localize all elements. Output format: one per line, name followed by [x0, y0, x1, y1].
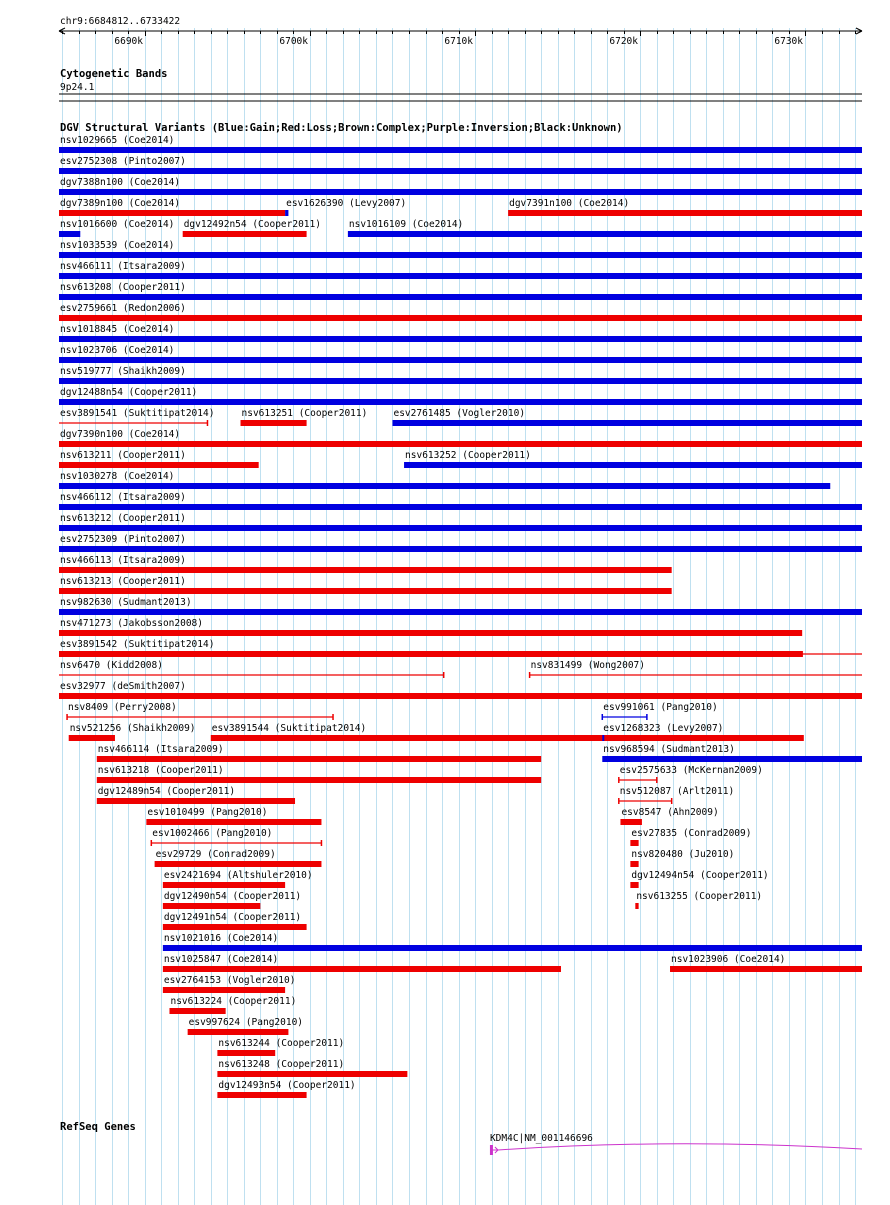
structural-variant[interactable] — [97, 786, 295, 804]
structural-variant[interactable] — [217, 1059, 407, 1077]
variant-label: nsv613244 (Cooper2011) — [218, 1038, 345, 1049]
structural-variant[interactable] — [151, 828, 321, 846]
variant-label: dgv12494n54 (Cooper2011) — [631, 870, 769, 881]
variant-bar[interactable] — [211, 735, 804, 741]
gene-intron-line — [498, 1144, 862, 1150]
structural-variant[interactable] — [59, 345, 862, 363]
structural-variant[interactable] — [620, 807, 718, 825]
variant-label: nsv1016109 (Coe2014) — [348, 219, 464, 230]
variant-bar[interactable] — [163, 924, 307, 930]
variant-label: nsv613224 (Cooper2011) — [170, 996, 297, 1007]
structural-variant[interactable] — [59, 177, 862, 195]
variant-label: nsv6470 (Kidd2008) — [60, 660, 163, 671]
variant-label: esv3891542 (Suktitipat2014) — [60, 639, 215, 650]
variant-label: nsv613212 (Cooper2011) — [60, 513, 186, 524]
structural-variant[interactable] — [285, 198, 406, 216]
variant-label: dgv12489n54 (Cooper2011) — [97, 786, 236, 797]
variant-label: dgv12491n54 (Cooper2011) — [163, 912, 302, 923]
structural-variant[interactable] — [59, 597, 862, 615]
variant-label: nsv1033539 (Coe2014) — [60, 240, 175, 251]
variant-label: esv997624 (Pang2010) — [188, 1017, 304, 1028]
structural-variant[interactable] — [59, 471, 830, 489]
structural-variant[interactable] — [59, 240, 862, 258]
variant-bar[interactable] — [59, 189, 862, 195]
refseq-track — [490, 1133, 862, 1155]
ruler-tick-label: 6720k — [609, 36, 638, 47]
structural-variant[interactable] — [392, 408, 862, 426]
structural-variant[interactable] — [404, 450, 862, 468]
variant-label: nsv1029665 (Coe2014) — [60, 135, 175, 146]
variant-bar[interactable] — [217, 1092, 306, 1098]
structural-variant[interactable] — [670, 954, 862, 972]
structural-variant[interactable] — [59, 261, 862, 279]
variant-label: nsv613248 (Cooper2011) — [218, 1059, 345, 1070]
variant-bar[interactable] — [59, 609, 862, 615]
variant-label: dgv7391n100 (Coe2014) — [509, 198, 630, 209]
variant-label: esv3891541 (Suktitipat2014) — [60, 408, 215, 419]
variant-label: dgv7388n100 (Coe2014) — [60, 177, 181, 188]
variant-label: nsv1021016 (Coe2014) — [163, 933, 279, 944]
variant-label: nsv1023706 (Coe2014) — [60, 345, 175, 356]
structural-variant[interactable] — [802, 651, 862, 657]
variant-bar[interactable] — [169, 1008, 225, 1014]
variant-bar[interactable] — [59, 630, 802, 636]
structural-variant[interactable] — [59, 219, 174, 237]
structural-variant[interactable] — [59, 198, 285, 216]
refseq-track-title: RefSeq Genes — [60, 1121, 136, 1133]
variant-label: dgv12493n54 (Cooper2011) — [218, 1080, 356, 1091]
variant-bar[interactable] — [285, 210, 288, 216]
variant-label: nsv613208 (Cooper2011) — [60, 282, 186, 293]
variant-label: nsv820480 (Ju2010) — [631, 849, 735, 860]
structural-variant[interactable] — [163, 870, 313, 888]
variant-label: esv2759661 (Redon2006) — [60, 303, 186, 314]
variant-bar[interactable] — [508, 210, 862, 216]
variant-label: esv1002466 (Pang2010) — [152, 828, 273, 839]
variant-bar[interactable] — [188, 1029, 289, 1035]
variant-label: nsv8409 (Perry2008) — [68, 702, 177, 713]
variant-bar[interactable] — [602, 756, 862, 762]
structural-variant[interactable] — [59, 324, 862, 342]
variant-bar[interactable] — [59, 504, 862, 510]
variant-bar[interactable] — [217, 1050, 275, 1056]
variant-bar[interactable] — [59, 336, 862, 342]
variant-label: esv2764153 (Vogler2010) — [163, 975, 296, 986]
variant-label: nsv519777 (Shaikh2009) — [60, 366, 186, 377]
variant-label: nsv968594 (Sudmant2013) — [603, 744, 735, 755]
variant-label: esv2421694 (Altshuler2010) — [163, 870, 313, 881]
variant-label: esv2752309 (Pinto2007) — [60, 534, 186, 545]
structural-variant[interactable] — [163, 933, 862, 951]
variant-label: nsv1025847 (Coe2014) — [163, 954, 279, 965]
structural-variant[interactable] — [630, 870, 768, 888]
structural-variant[interactable] — [163, 891, 301, 909]
variant-bar[interactable] — [59, 441, 862, 447]
variant-bar[interactable] — [59, 378, 862, 384]
variant-bar[interactable] — [97, 756, 541, 762]
dgv-track-title: DGV Structural Variants (Blue:Gain;Red:Loss;Brown:Complex;Purple:Inversion;Black:Unknown) — [60, 122, 623, 134]
variant-label: nsv521256 (Shaikh2009) — [69, 723, 196, 734]
variant-bar[interactable] — [59, 210, 285, 216]
structural-variant[interactable] — [602, 744, 862, 762]
variant-bar[interactable] — [163, 882, 285, 888]
variant-label: nsv982630 (Sudmant2013) — [60, 597, 192, 608]
variant-bar[interactable] — [630, 840, 638, 846]
structural-variant[interactable] — [59, 282, 862, 300]
variant-bar[interactable] — [670, 966, 862, 972]
variant-label: nsv613251 (Cooper2011) — [241, 408, 368, 419]
ruler-tick-label: 6710k — [444, 36, 473, 47]
structural-variant[interactable] — [59, 387, 862, 405]
variant-bar[interactable] — [155, 861, 322, 867]
variant-bar[interactable] — [59, 399, 862, 405]
structural-variant[interactable] — [59, 681, 862, 699]
structural-variant[interactable] — [530, 660, 862, 678]
structural-variant[interactable] — [163, 954, 561, 972]
cytoband-label: 9p24.1 — [60, 82, 95, 93]
variant-bar[interactable] — [97, 777, 541, 783]
ruler-tick-label: 6690k — [114, 36, 143, 47]
variant-bar[interactable] — [59, 588, 672, 594]
variant-label: nsv831499 (Wong2007) — [530, 660, 645, 671]
variant-bar[interactable] — [59, 147, 862, 153]
structural-variant[interactable] — [59, 450, 259, 468]
variant-bar[interactable] — [59, 231, 80, 237]
structural-variant[interactable] — [69, 723, 196, 741]
variant-label: nsv613252 (Cooper2011) — [405, 450, 531, 461]
variant-label: nsv466112 (Itsara2009) — [60, 492, 186, 503]
structural-variant[interactable] — [602, 702, 717, 720]
region-label: chr9:6684812..6733422 — [60, 16, 181, 27]
variant-label: nsv613218 (Cooper2011) — [97, 765, 224, 776]
variant-bar[interactable] — [635, 903, 638, 909]
variant-bar[interactable] — [241, 420, 307, 426]
structural-variant[interactable] — [217, 1080, 355, 1098]
gene-label: KDM4C|NM_001146696 — [489, 1133, 593, 1144]
variant-bar[interactable] — [59, 525, 862, 531]
variant-label: nsv613255 (Cooper2011) — [636, 891, 763, 902]
variant-label: nsv466114 (Itsara2009) — [97, 744, 224, 755]
structural-variant[interactable] — [59, 366, 862, 384]
gene-exon — [490, 1145, 493, 1155]
variant-label: esv1268323 (Levy2007) — [603, 723, 724, 734]
variant-label: nsv512087 (Arlt2011) — [619, 786, 735, 797]
variant-bar[interactable] — [59, 693, 862, 699]
variant-label: esv991061 (Pang2010) — [603, 702, 718, 713]
variant-bar[interactable] — [59, 567, 672, 573]
structural-variant[interactable] — [59, 429, 862, 447]
variant-bar[interactable] — [59, 462, 259, 468]
structural-variant[interactable] — [59, 513, 862, 531]
structural-variant[interactable] — [59, 492, 862, 510]
variant-label: dgv7389n100 (Coe2014) — [60, 198, 181, 209]
grid-lines — [63, 28, 856, 1205]
structural-variant[interactable] — [619, 786, 734, 804]
variant-bar[interactable] — [630, 861, 638, 867]
variant-bar[interactable] — [59, 252, 862, 258]
variant-bar[interactable] — [69, 735, 115, 741]
variant-bar[interactable] — [59, 273, 862, 279]
variant-bar[interactable] — [404, 462, 862, 468]
structural-variant[interactable] — [146, 807, 321, 825]
structural-variant[interactable] — [635, 891, 762, 909]
variant-bar[interactable] — [97, 798, 295, 804]
variant-bar[interactable] — [183, 231, 307, 237]
variant-label: nsv613213 (Cooper2011) — [60, 576, 186, 587]
variant-bar[interactable] — [392, 420, 862, 426]
structural-variant[interactable] — [155, 849, 322, 867]
structural-variant[interactable] — [59, 576, 672, 594]
ruler-tick-label: 6700k — [279, 36, 308, 47]
variant-bar[interactable] — [146, 819, 321, 825]
variant-label: esv1626390 (Levy2007) — [286, 198, 407, 209]
variant-bar[interactable] — [348, 231, 862, 237]
ruler — [59, 28, 862, 47]
variant-label: esv2575633 (McKernan2009) — [619, 765, 763, 776]
variant-label: dgv12488n54 (Cooper2011) — [60, 387, 198, 398]
structural-variant[interactable] — [183, 219, 321, 237]
variant-bar[interactable] — [630, 882, 638, 888]
variant-bar[interactable] — [217, 1071, 407, 1077]
variant-bar[interactable] — [163, 966, 561, 972]
structural-variant[interactable] — [97, 765, 541, 783]
structural-variant[interactable] — [241, 408, 368, 426]
variant-label: esv29729 (Conrad2009) — [155, 849, 276, 860]
variant-bar[interactable] — [163, 987, 285, 993]
variant-label: nsv466111 (Itsara2009) — [60, 261, 186, 272]
variant-bar[interactable] — [602, 735, 604, 741]
variant-bar[interactable] — [59, 315, 862, 321]
variant-label: esv8547 (Ahn2009) — [621, 807, 719, 818]
structural-variant[interactable] — [217, 1038, 344, 1056]
structural-variant[interactable] — [163, 912, 307, 930]
variant-label: nsv471273 (Jakobsson2008) — [60, 618, 203, 629]
strand-arrow-icon — [493, 1147, 498, 1153]
variant-bar[interactable] — [59, 546, 862, 552]
variant-label: esv3891544 (Suktitipat2014) — [211, 723, 367, 734]
structural-variant[interactable] — [188, 1017, 303, 1035]
structural-variant[interactable] — [59, 408, 214, 426]
structural-variant[interactable] — [59, 135, 862, 153]
structural-variant[interactable] — [508, 198, 862, 216]
dgv-track — [59, 135, 862, 1098]
variant-label: dgv12490n54 (Cooper2011) — [163, 891, 302, 902]
variant-label: nsv1016600 (Coe2014) — [60, 219, 175, 230]
structural-variant[interactable] — [59, 660, 444, 678]
structural-variant[interactable] — [630, 849, 734, 867]
ruler-tick-label: 6730k — [774, 36, 803, 47]
cytoband-track-title: Cytogenetic Bands — [60, 68, 168, 80]
variant-bar[interactable] — [59, 651, 802, 657]
variant-label: nsv1023906 (Coe2014) — [671, 954, 786, 965]
variant-label: dgv7390n100 (Coe2014) — [60, 429, 181, 440]
variant-bar[interactable] — [620, 819, 641, 825]
variant-label: esv2761485 (Vogler2010) — [393, 408, 526, 419]
variant-label: nsv466113 (Itsara2009) — [60, 555, 186, 566]
variant-bar[interactable] — [163, 945, 862, 951]
structural-variant[interactable] — [59, 303, 862, 321]
variant-bar[interactable] — [59, 357, 862, 363]
structural-variant[interactable] — [59, 156, 862, 174]
structural-variant[interactable] — [163, 975, 296, 993]
variant-label: nsv613211 (Cooper2011) — [60, 450, 186, 461]
variant-label: esv1010499 (Pang2010) — [147, 807, 268, 818]
variant-label: esv27835 (Conrad2009) — [631, 828, 752, 839]
variant-label: nsv1018845 (Coe2014) — [60, 324, 175, 335]
structural-variant[interactable] — [59, 555, 672, 573]
gene-model[interactable] — [490, 1133, 862, 1155]
variant-label: esv2752308 (Pinto2007) — [60, 156, 186, 167]
variant-bar[interactable] — [59, 483, 830, 489]
variant-bar[interactable] — [59, 294, 862, 300]
variant-label: nsv1030278 (Coe2014) — [60, 471, 175, 482]
variant-label: dgv12492n54 (Cooper2011) — [183, 219, 321, 230]
variant-bar[interactable] — [59, 168, 862, 174]
variant-label: esv32977 (deSmith2007) — [60, 681, 186, 692]
structural-variant[interactable] — [59, 534, 862, 552]
structural-variant[interactable] — [97, 744, 541, 762]
structural-variant[interactable] — [348, 219, 862, 237]
variant-bar[interactable] — [163, 903, 260, 909]
